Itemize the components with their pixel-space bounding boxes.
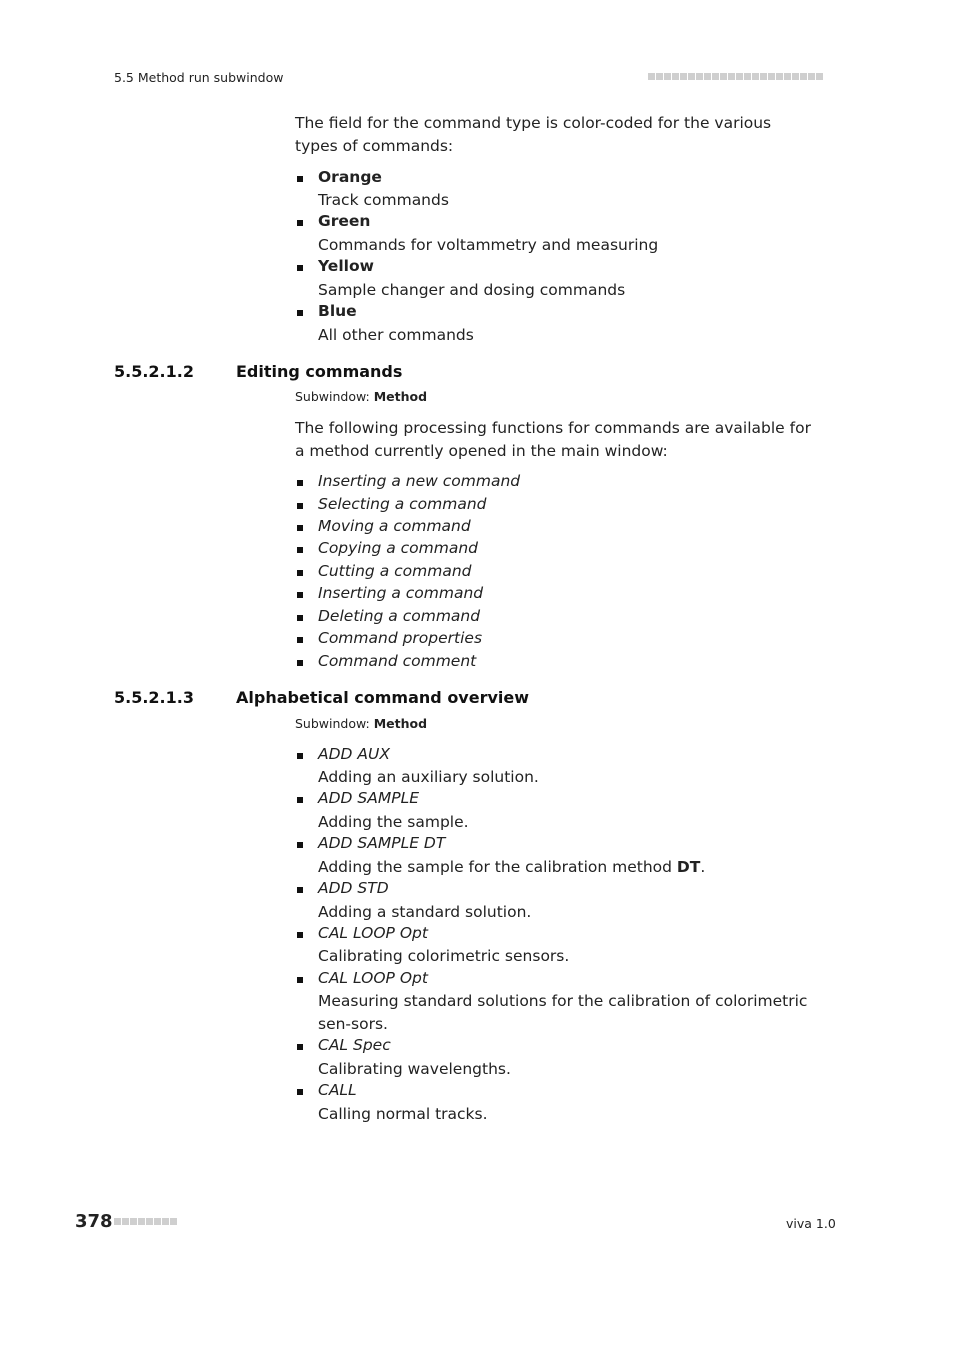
subwindow-value: Method (373, 389, 428, 404)
running-header-section: 5.5 Method run subwindow (114, 70, 284, 85)
bullet-icon (297, 480, 303, 486)
bullet-icon (297, 547, 303, 553)
bullet-icon (297, 887, 303, 893)
bullet-icon (297, 977, 303, 983)
bullet-icon (297, 525, 303, 531)
list-item-desc: All other commands (318, 326, 474, 344)
command-desc: Measuring standard solutions for the calibration of colorimetric sen-sors. (318, 992, 808, 1033)
bullet-icon (297, 637, 303, 643)
header-decoration (648, 73, 823, 80)
command-link[interactable]: CAL LOOP Opt (318, 969, 428, 987)
subwindow-value: Method (373, 716, 428, 731)
bullet-icon (297, 1044, 303, 1050)
intro-paragraph: The field for the command type is color-coded for the various types of commands: (295, 114, 772, 155)
list-item-title: Orange (318, 168, 382, 186)
command-link[interactable]: CAL LOOP Opt (318, 924, 428, 942)
list-item-title: Yellow (318, 257, 374, 275)
list-item-desc: Commands for voltammetry and measuring (318, 236, 659, 254)
section-number: 5.5.2.1.3 (114, 688, 194, 707)
command-desc: Adding a standard solution. (318, 903, 532, 921)
command-desc-bold: DT (676, 858, 701, 876)
list-item-link[interactable]: Copying a command (318, 539, 479, 557)
bullet-icon (297, 842, 303, 848)
command-desc: Calibrating colorimetric sensors. (318, 947, 570, 965)
page-number: 378 (75, 1211, 113, 1232)
command-desc: Adding an auxiliary solution. (318, 768, 539, 786)
list-item-link[interactable]: Deleting a command (318, 607, 481, 625)
command-desc (318, 856, 813, 879)
subwindow-label: Subwindow: (295, 716, 370, 731)
bullet-icon (297, 1089, 303, 1095)
command-link[interactable]: CAL Spec (318, 1036, 391, 1054)
list-item-link[interactable]: Command properties (318, 629, 483, 647)
list-item-desc: Sample changer and dosing commands (318, 281, 626, 299)
bullet-icon (297, 310, 303, 316)
product-version: viva 1.0 (786, 1216, 836, 1231)
subwindow-note (295, 389, 427, 404)
bullet-icon (297, 503, 303, 509)
command-link[interactable]: ADD SAMPLE DT (318, 834, 446, 852)
section-title: Alphabetical command overview (236, 688, 530, 707)
command-desc: Adding the sample. (318, 813, 469, 831)
list-item-link[interactable]: Moving a command (318, 517, 471, 535)
list-item-link[interactable]: Selecting a command (318, 495, 487, 513)
command-desc: Calling normal tracks. (318, 1105, 488, 1123)
command-desc-text: Adding the sample for the calibration method (318, 858, 677, 876)
list-item-link[interactable]: Command comment (318, 652, 477, 670)
command-link[interactable]: ADD STD (318, 879, 389, 897)
bullet-icon (297, 265, 303, 271)
subwindow-label: Subwindow: (295, 389, 370, 404)
bullet-icon (297, 615, 303, 621)
command-desc-end: . (700, 858, 706, 876)
list-item-link[interactable]: Inserting a command (318, 584, 484, 602)
bullet-icon (297, 570, 303, 576)
bullet-icon (297, 592, 303, 598)
bullet-icon (297, 660, 303, 666)
section-number: 5.5.2.1.2 (114, 362, 194, 381)
subwindow-note (295, 716, 427, 731)
bullet-icon (297, 220, 303, 226)
section-title: Editing commands (236, 362, 403, 381)
command-link[interactable]: CALL (318, 1081, 357, 1099)
command-link[interactable]: ADD AUX (318, 745, 390, 763)
list-item-desc: Track commands (318, 191, 449, 209)
command-desc: Calibrating wavelengths. (318, 1060, 511, 1078)
list-item-title: Green (318, 212, 371, 230)
bullet-icon (297, 176, 303, 182)
list-item-link[interactable]: Cutting a command (318, 562, 472, 580)
command-link[interactable]: ADD SAMPLE (318, 789, 419, 807)
list-item-title: Blue (318, 302, 357, 320)
bullet-icon (297, 797, 303, 803)
section-paragraph: The following processing functions for commands are available for a method currently opened in the main window: (295, 419, 811, 460)
footer-decoration (114, 1218, 177, 1225)
list-item-link[interactable]: Inserting a new command (318, 472, 521, 490)
bullet-icon (297, 932, 303, 938)
bullet-icon (297, 753, 303, 759)
